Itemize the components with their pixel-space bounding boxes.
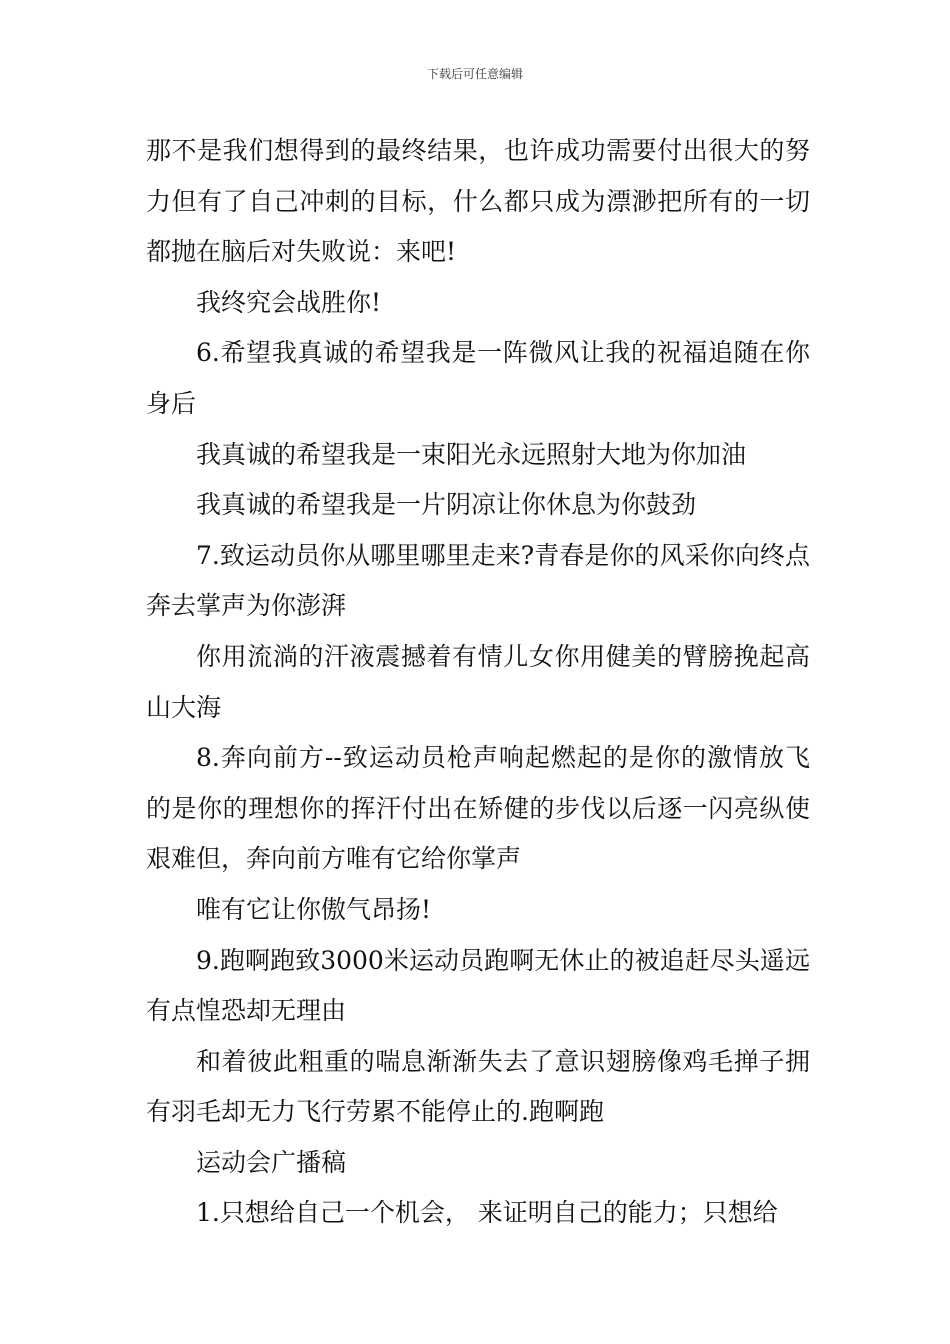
paragraph: 8.奔向前方--致运动员枪声响起燃起的是你的激情放飞的是你的理想你的挥汗付出在矫健的步伐以后逐一闪亮纵使艰难但，奔向前方唯有它给你掌声 <box>146 743 810 874</box>
paragraph: 我真诚的希望我是一束阳光永远照射大地为你加油 <box>196 439 747 469</box>
paragraph: 运动会广播稿 <box>196 1147 347 1177</box>
paragraph: 我终究会战胜你! <box>196 287 382 317</box>
page-header: 下载后可任意编辑 <box>426 67 523 81</box>
paragraph: 6.希望我真诚的希望我是一阵微风让我的祝福追随在你身后 <box>146 338 810 418</box>
paragraph: 7.致运动员你从哪里哪里走来?青春是你的风采你向终点奔去掌声为你澎湃 <box>146 540 810 621</box>
paragraph: 那不是我们想得到的最终结果，也许成功需要付出很大的努力但有了自己冲刺的目标，什么都只成为漂渺把所有的一切都抛在脑后对失败说：来吧! <box>146 136 810 267</box>
paragraph: 你用流淌的汗液震撼着有情儿女你用健美的臂膀挽起高山大海 <box>146 641 810 722</box>
paragraph: 1.只想给自己一个机会， 来证明自己的能力；只想给 <box>196 1198 778 1228</box>
paragraph: 9.跑啊跑致3000米运动员跑啊无休止的被追赶尽头遥远有点惶恐却无理由 <box>146 945 810 1026</box>
paragraph: 和着彼此粗重的喘息渐渐失去了意识翅膀像鸡毛掸子拥有羽毛却无力飞行劳累不能停止的.跑啊跑 <box>146 1046 810 1127</box>
paragraph: 唯有它让你傲气昂扬! <box>196 894 432 924</box>
document-body <box>146 126 810 1239</box>
paragraph: 我真诚的希望我是一片阴凉让你休息为你鼓劲 <box>196 490 697 520</box>
